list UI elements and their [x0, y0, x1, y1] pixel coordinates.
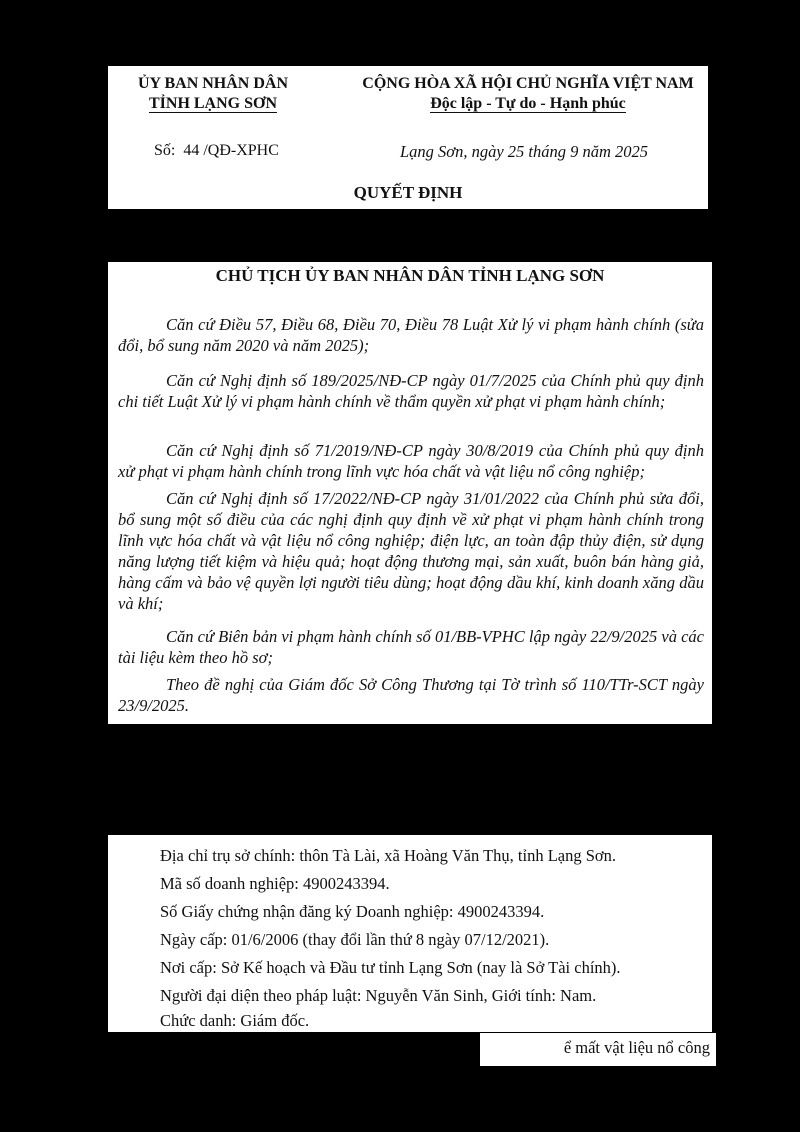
document-header	[108, 66, 708, 209]
document-type: QUYẾT ĐỊNH	[353, 183, 463, 202]
company-position: Chức danh: Giám đốc.	[160, 1011, 310, 1030]
section-title: CHỦ TỊCH ỦY BAN NHÂN DÂN TỈNH LẠNG SƠN	[215, 266, 605, 285]
legal-basis-paragraph: Căn cứ Nghị định số 189/2025/NĐ-CP ngày 01/7/2025 của Chính phủ quy định chi tiết Luật Xử lý vi phạm hành chính về thẩm quyền xử phạt vi phạm hành chính;	[118, 371, 704, 411]
national-motto: Độc lập - Tự do - Hạnh phúc	[430, 95, 626, 112]
legal-basis-paragraph: Căn cứ Điều 57, Điều 68, Điều 70, Điều 78 Luật Xử lý vi phạm hành chính (sửa đổi, bổ sung năm 2020 và năm 2025);	[118, 315, 704, 355]
document-date: Lạng Sơn, ngày 25 tháng 9 năm 2025	[400, 142, 649, 161]
company-issuing-place: Nơi cấp: Sở Kế hoạch và Đầu tư tỉnh Lạng Sơn (nay là Sở Tài chính).	[160, 958, 621, 977]
continuation-fragment	[480, 1033, 716, 1066]
document-number-value: 44 /QĐ-XPHC	[183, 142, 279, 159]
company-issue-date: Ngày cấp: 01/6/2006 (thay đổi lần thứ 8 ngày 07/12/2021).	[160, 930, 550, 949]
company-legal-representative: Người đại diện theo pháp luật: Nguyễn Văn Sinh, Giới tính: Nam.	[160, 986, 597, 1005]
authority-line-1: ỦY BAN NHÂN DÂN	[137, 75, 289, 92]
national-title-line-1: CỘNG HÒA XÃ HỘI CHỦ NGHĨA VIỆT NAM	[362, 75, 694, 92]
continuation-text: ể mất vật liệu nổ công	[563, 1038, 710, 1057]
document-number	[154, 142, 279, 160]
document-number-label: Số:	[154, 142, 176, 159]
legal-basis-section	[108, 262, 712, 724]
company-registration-number: Số Giấy chứng nhận đăng ký Doanh nghiệp: 4900243394.	[160, 902, 545, 921]
company-address: Địa chỉ trụ sở chính: thôn Tà Lài, xã Hoàng Văn Thụ, tỉnh Lạng Sơn.	[160, 846, 617, 865]
legal-basis-paragraph: Căn cứ Nghị định số 17/2022/NĐ-CP ngày 31/01/2022 của Chính phủ sửa đổi, bổ sung một số điều của các nghị định quy định về xử phạt vi phạm hành chính trong lĩnh vực hóa chất và vật liệu nổ công nghiệp; điện lực, an toàn đập thủy điện, sử dụng năng lượng tiết kiệm và hiệu quả; hoạt động thương mại, sản xuất, buôn bán hàng giả, hàng cấm và bảo vệ quyền lợi người tiêu dùng; hoạt động dầu khí, kinh doanh xăng dầu và khí;	[118, 489, 704, 613]
issuing-authority	[108, 74, 318, 114]
company-tax-code: Mã số doanh nghiệp: 4900243394.	[160, 874, 390, 893]
legal-basis-paragraph: Căn cứ Nghị định số 71/2019/NĐ-CP ngày 30/8/2019 của Chính phủ quy định xử phạt vi phạm hành chính trong lĩnh vực hóa chất và vật liệu nổ công nghiệp;	[118, 441, 704, 481]
legal-basis-paragraph: Căn cứ Biên bản vi phạm hành chính số 01/BB-VPHC lập ngày 22/9/2025 và các tài liệu kèm theo hồ sơ;	[118, 627, 704, 667]
legal-basis-paragraph: Theo đề nghị của Giám đốc Sở Công Thương tại Tờ trình số 110/TTr-SCT ngày 23/9/2025.	[118, 675, 704, 715]
authority-line-2: TỈNH LẠNG SƠN	[148, 95, 278, 112]
company-info-section	[108, 835, 712, 1032]
national-title	[333, 74, 708, 114]
